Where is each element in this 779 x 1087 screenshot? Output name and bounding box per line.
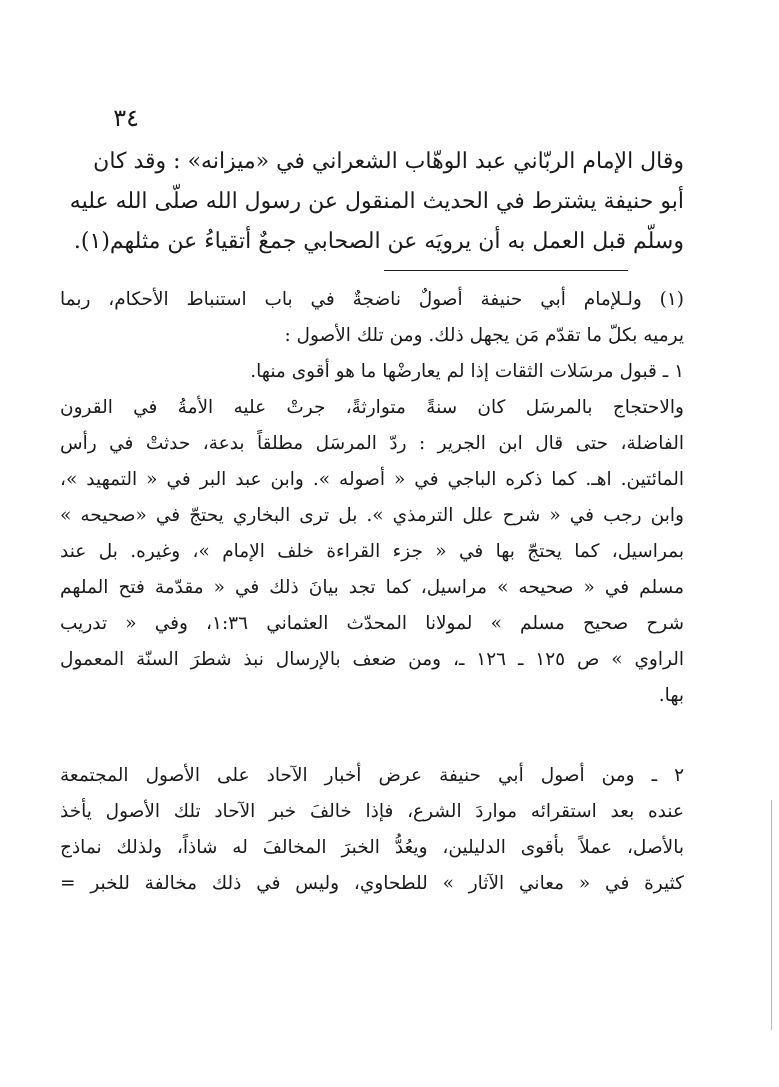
footnote-line: ١ ـ قبول مرسَلات الثقات إذا لم يعارضْها ما هو أقوى منها. — [250, 361, 684, 382]
footnote-line: كثيرة في « معاني الآثار » للطحاوي، وليس في ذلك مخالفة للخبر = — [60, 873, 684, 894]
footnote-line: ٢ ـ ومن أصول أبي حنيفة عرض أخبار الآحاد على الأصول المجتمعة — [60, 765, 684, 786]
footnote-1 — [60, 282, 684, 714]
footnote-line: (١) ولـلإمام أبي حنيفة أصولٌ ناضجةٌ في باب استنباط الأحكام، ربما — [60, 289, 684, 310]
main-line: أبو حنيفة يشترط في الحديث المنقول عن رسول الله صلّى الله عليه — [69, 189, 684, 214]
scan-edge-shadow — [771, 800, 772, 1030]
footnote-separator — [384, 270, 628, 271]
footnote-2 — [60, 758, 684, 902]
footnote-line: يرميه بكلّ ما تقدّم مَن يجهل ذلك. ومن تلك الأصول : — [284, 325, 684, 346]
footnote-line: عنده بعد استقرائه مواردَ الشرع، فإذا خالفَ خبر الآحاد تلك الأصول يأخذ — [60, 801, 684, 822]
footnote-line: بها. — [658, 685, 684, 706]
main-line: وسلّم قبل العمل به أن يرويَه عن الصحابي جمعٌ أتقياءُ عن مثلهم(١). — [73, 229, 684, 254]
main-line: وقال الإمام الربّاني عبد الوهّاب الشعراني في «ميزانه» : وقد كان — [93, 149, 684, 174]
footnote-line: مسلم في « صحيحه » مراسيل، كما تجد بيانَ ذلك في « مقدّمة فتح الملهم — [60, 577, 684, 598]
footnote-line: شرح صحيح مسلم » لمولانا المحدّث العثماني ١:٣٦، وفي « تدريب — [60, 613, 684, 634]
footnote-line: بمراسيل، كما يحتجّ بها في « جزء القراءة خلف الإمام »، وغيره. بل عند — [60, 541, 684, 562]
footnote-line: الراوي » ص ١٢٥ ـ ١٢٦ ـ، ومن ضعف بالإرسال نبذ شطرَ السنّة المعمول — [60, 649, 684, 670]
footnote-line: بالأصل، عملاً بأقوى الدليلين، ويعُدُّ الخبرَ المخالفَ له شاذاً، ولذلك نماذج — [60, 837, 684, 858]
page-number: ٣٤ — [113, 104, 139, 132]
footnote-line: والاحتجاج بالمرسَل كان سنةً متوارثةً، جرتْ عليه الأمةُ في القرون — [60, 397, 684, 418]
main-paragraph — [60, 142, 684, 262]
footnote-line: المائتين. اهـ. كما ذكره الباجي في « أصوله ». وابن عبد البر في « التمهيد »، — [60, 469, 684, 490]
footnote-line: الفاضلة، حتى قال ابن الجرير : ردّ المرسَل مطلقاً بدعة، حدثتْ في رأس — [60, 433, 684, 454]
footnote-line: وابن رجب في « شرح علل الترمذي ». بل ترى البخاري يحتجّ في «صحيحه » — [60, 505, 684, 526]
